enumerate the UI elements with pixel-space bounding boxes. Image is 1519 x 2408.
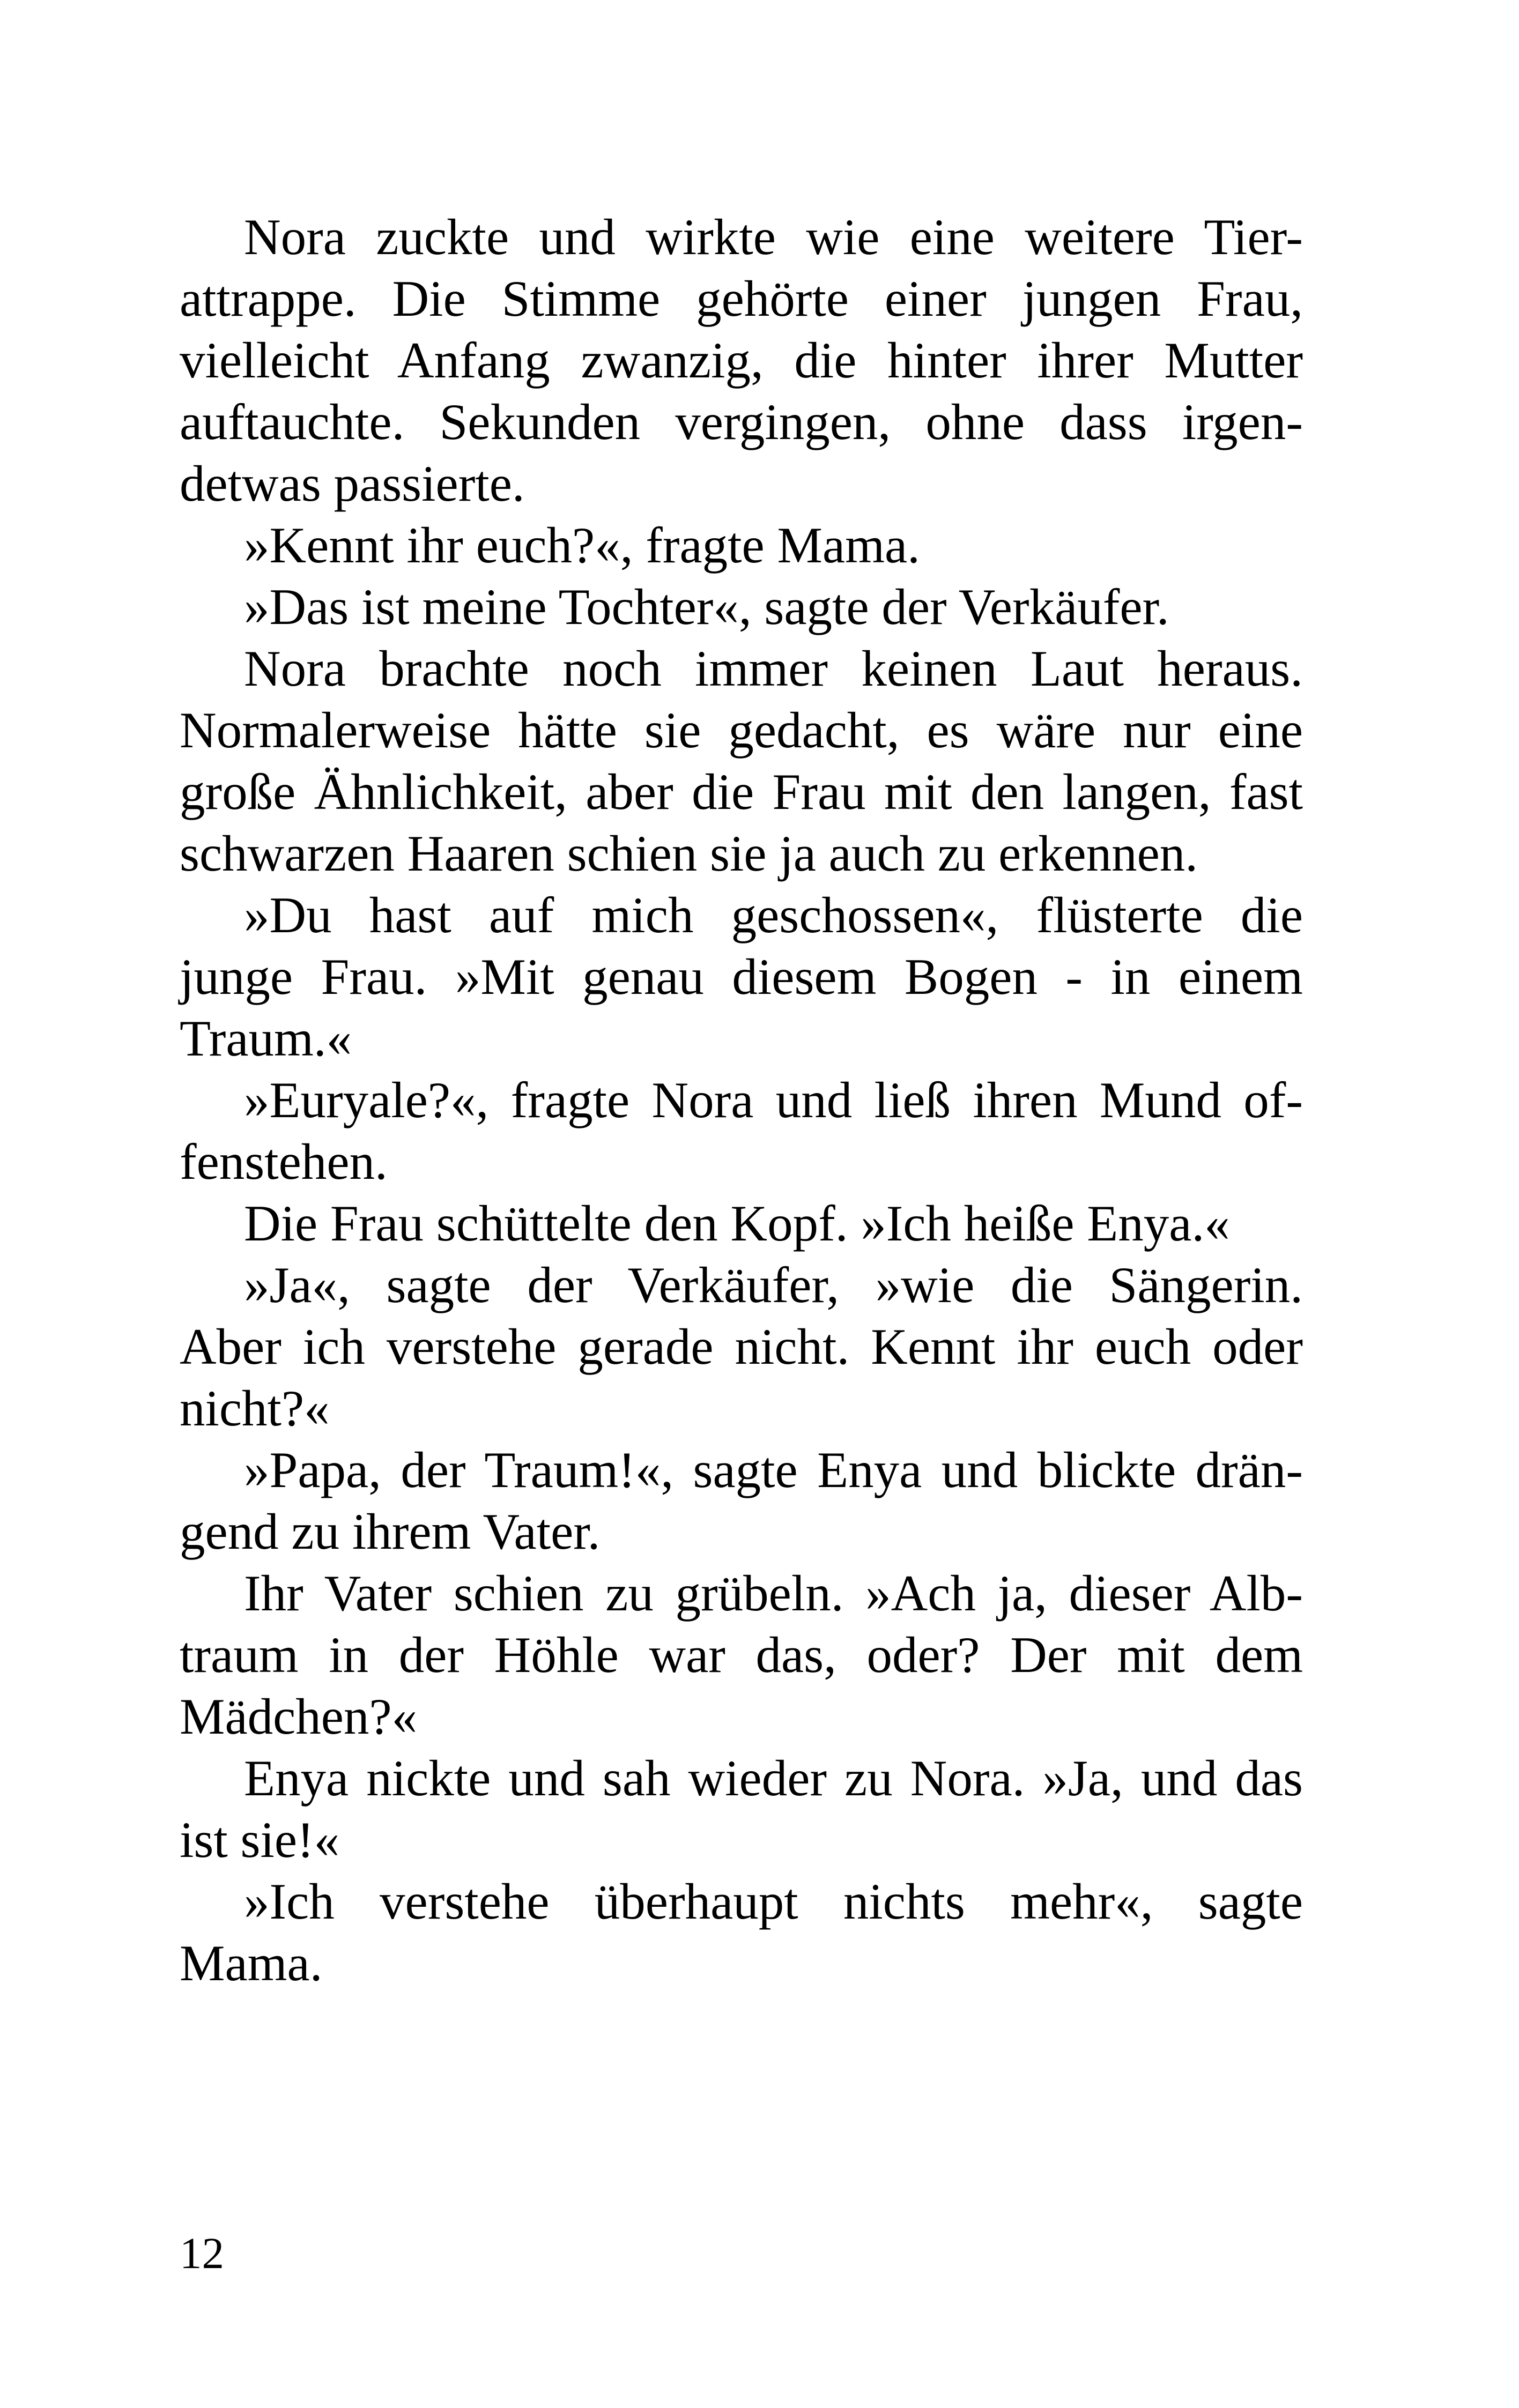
text-line: junge Frau. »Mit genau diesem Bogen - in einem [180, 948, 1303, 1005]
paragraph [180, 1439, 1303, 1563]
text-line: nicht?« [180, 1380, 330, 1437]
text-line: fenstehen. [180, 1133, 388, 1190]
text-line: traum in der Höhle war das, oder? Der mit dem [180, 1626, 1303, 1683]
text-line: vielleicht Anfang zwanzig, die hinter ihrer Mutter [180, 332, 1303, 389]
paragraph [180, 1871, 1303, 1994]
text-line: auftauchte. Sekunden vergingen, ohne dass irgen- [180, 393, 1303, 450]
paragraph [180, 1748, 1303, 1871]
text-line: »Du hast auf mich geschossen«, flüsterte die [244, 887, 1303, 943]
text-line: Ihr Vater schien zu grübeln. »Ach ja, dieser Alb- [244, 1565, 1303, 1622]
text-line: attrappe. Die Stimme gehörte einer jungen Frau, [180, 270, 1303, 327]
paragraph [180, 576, 1303, 638]
text-line: Die Frau schüttelte den Kopf. »Ich heiße Enya.« [244, 1195, 1230, 1252]
page-number: 12 [180, 2228, 224, 2278]
paragraph [180, 1193, 1303, 1254]
text-line: »Ja«, sagte der Verkäufer, »wie die Sängerin. [244, 1257, 1303, 1313]
text-line: Mama. [180, 1935, 323, 1991]
text-line: Aber ich verstehe gerade nicht. Kennt ihr euch oder [180, 1318, 1303, 1375]
page-text [180, 206, 1303, 1994]
text-line: Normalerweise hätte sie gedacht, es wäre nur eine [180, 702, 1303, 759]
text-line: große Ähnlichkeit, aber die Frau mit den langen, fast [180, 763, 1303, 820]
text-line: detwas passierte. [180, 455, 525, 512]
text-line: »Das ist meine Tochter«, sagte der Verkäufer. [244, 578, 1169, 635]
paragraph [180, 638, 1303, 885]
text-line: »Papa, der Traum!«, sagte Enya und blickte drän- [244, 1441, 1303, 1498]
paragraph [180, 1254, 1303, 1439]
paragraph [180, 885, 1303, 1069]
text-line: »Kennt ihr euch?«, fragte Mama. [244, 517, 920, 574]
paragraph [180, 1563, 1303, 1748]
text-line: »Ich verstehe überhaupt nichts mehr«, sagte [244, 1873, 1303, 1930]
paragraph [180, 515, 1303, 576]
paragraph [180, 1069, 1303, 1193]
text-line: Nora zuckte und wirkte wie eine weitere Tier- [244, 209, 1303, 265]
text-line: Mädchen?« [180, 1688, 418, 1745]
text-line: gend zu ihrem Vater. [180, 1503, 601, 1560]
text-line: schwarzen Haaren schien sie ja auch zu erkennen. [180, 825, 1198, 882]
text-line: Nora brachte noch immer keinen Laut heraus. [244, 640, 1303, 697]
paragraph [180, 206, 1303, 515]
text-line: Traum.« [180, 1010, 352, 1067]
text-line: »Euryale?«, fragte Nora und ließ ihren Mund of- [244, 1072, 1303, 1128]
text-line: Enya nickte und sah wieder zu Nora. »Ja, und das [244, 1750, 1303, 1807]
text-line: ist sie!« [180, 1811, 340, 1868]
